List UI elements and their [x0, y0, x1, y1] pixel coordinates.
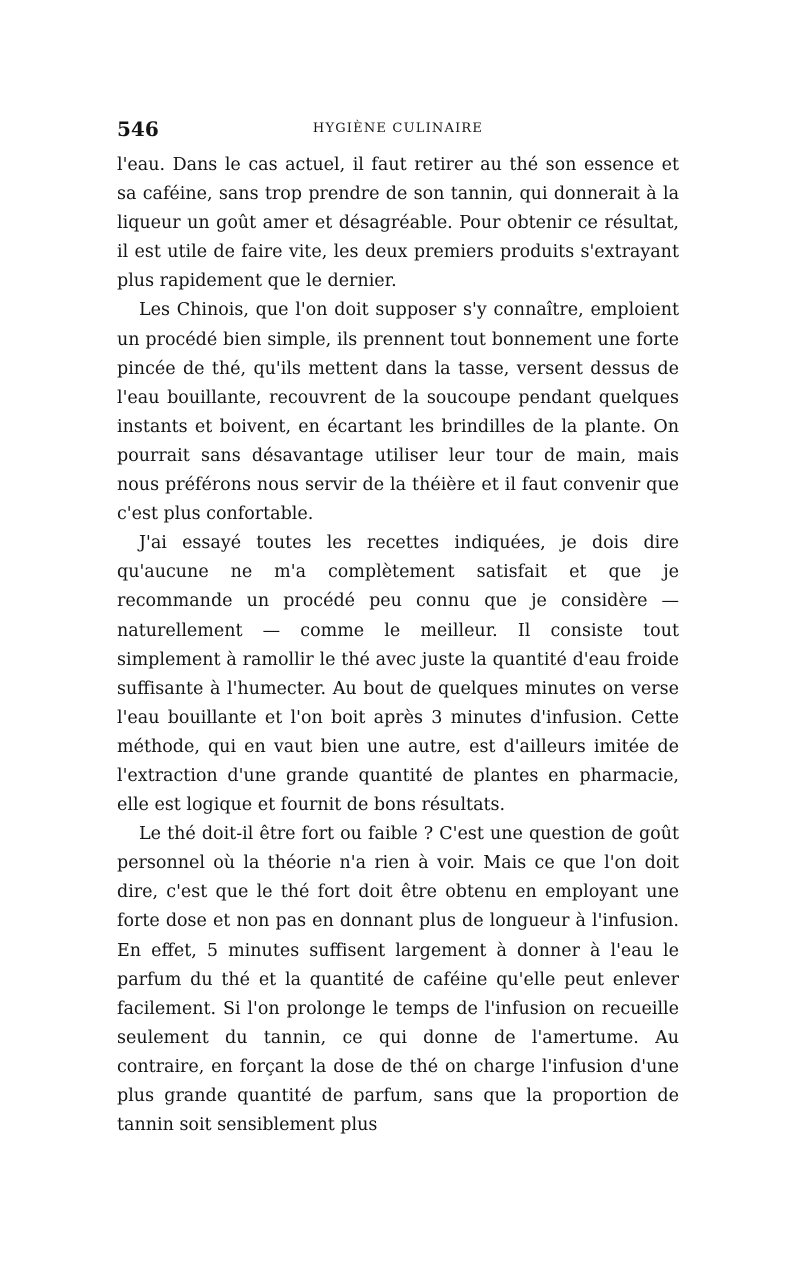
paragraph-4: Le thé doit-il être fort ou faible ? C'est une question de goût personnel où la théorie n'a rien à voir. Mais ce que l'on doit dire, c'est que le thé fort doit être obtenu en employant une forte dose et non pas en donnant plus de longueur à l'infusion. En effet, 5 minutes suffisent largement à donner à l'eau le parfum du thé et la quantité de caféine qu'elle peut enlever facilement. Si l'on prolonge le temps de l'infusion on recueille seulement du tannin, ce qui donne de l'amertume. Au contraire, en forçant la dose de thé on charge l'infusion d'une plus grande quantité de parfum, sans que la proportion de tannin soit sensiblement plus — [117, 824, 679, 1136]
page-number: 546 — [117, 117, 159, 141]
running-title: HYGIÈNE CULINAIRE — [312, 121, 484, 136]
paragraph-2: Les Chinois, que l'on doit supposer s'y connaître, emploient un procédé bien simple, ils prennent tout bonnement une forte pincée de thé, qu'ils mettent dans la tasse, versent dessus de l'eau bouillante, recouvrent de la soucoupe pendant quelques instants et boivent, en écartant les brindilles de la plante. On pourrait sans désavantage utiliser leur tour de main, mais nous préférons nous servir de la théière et il faut convenir que c'est plus confortable. — [117, 300, 679, 525]
paragraph-3: J'ai essayé toutes les recettes indiquées, je dois dire qu'aucune ne m'a complètement satisfait et que je recommande un procédé peu connu que je considère — naturellement — comme le meilleur. Il consiste tout simplement à ramollir le thé avec juste la quantité d'eau froide suffisante à l'humecter. Au bout de quelques minutes on verse l'eau bouillante et l'on boit après 3 minutes d'infusion. Cette méthode, qui en vaut bien une autre, est d'ailleurs imitée de l'extraction d'une grande quantité de plantes en pharmacie, elle est logique et fournit de bons résultats. — [117, 533, 679, 816]
body-text — [117, 151, 679, 1140]
page-header — [117, 114, 679, 144]
paragraph-1: l'eau. Dans le cas actuel, il faut retirer au thé son essence et sa caféine, sans trop prendre de son tannin, qui donnerait à la liqueur un goût amer et désagréable. Pour obtenir ce résultat, il est utile de faire vite, les deux premiers produits s'extrayant plus rapidement que le dernier. — [117, 155, 679, 292]
